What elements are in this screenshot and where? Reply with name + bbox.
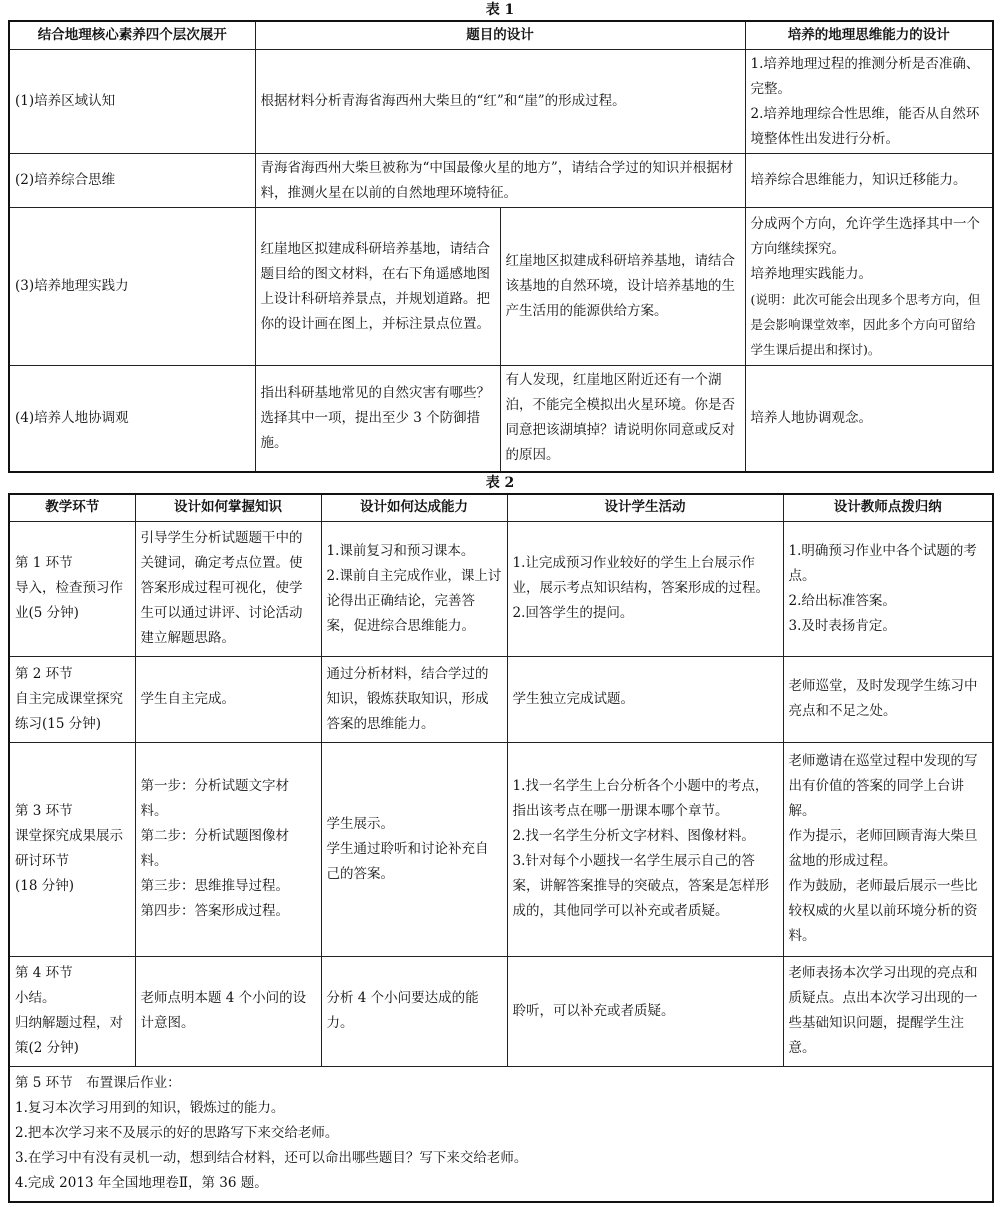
level-cell: (1)培养区域认知 <box>9 50 255 154</box>
stage-line: 第 3 环节 <box>15 803 73 819</box>
teacher-cell: 老师表扬本次学习出现的亮点和质疑点。点出本次学习出现的一些基础知识问题，提醒学生注意。 <box>783 956 993 1066</box>
table1-header-row <box>9 21 993 50</box>
design-cell: 青海省海西州大柴旦被称为“中国最像火星的地方”，请结合学过的知识并根据材料，推测火星在以前的自然地理环境特征。 <box>255 154 745 208</box>
teacher-line: 1.明确预习作业中各个试题的考点。 <box>788 542 977 584</box>
design-cell-a: 红崖地区拟建成科研培养基地，请结合题目给的图文材料，在右下角遥感地图上设计科研培养景点，并规划道路。把你的设计画在图上，并标注景点位置。 <box>255 208 500 366</box>
table2-header-stage: 教学环节 <box>9 494 135 522</box>
design-cell-b: 红崖地区拟建成科研培养基地，请结合该基地的自然环境，设计培养基地的生产生活用的能源供给方案。 <box>500 208 745 366</box>
ability-note: (说明：此次可能会出现多个思考方向，但是会影响课堂效率，因此多个方向可留给学生课后提出和探讨)。 <box>750 291 981 357</box>
table2-row <box>9 521 993 656</box>
teacher-cell: 老师巡堂，及时发现学生练习中亮点和不足之处。 <box>783 656 993 742</box>
teacher-line: 2.给出标准答案。 <box>788 592 896 609</box>
knowledge-line: 第三步：思维推导过程。 <box>140 878 289 894</box>
teacher-cell <box>783 521 993 656</box>
teacher-line: 作为提示，老师回顾青海大柴旦盆地的形成过程。 <box>788 828 978 869</box>
table1-header-design: 题目的设计 <box>255 21 745 50</box>
ability-cell <box>745 50 993 154</box>
homework-item: 1.复习本次学习用到的知识，锻炼过的能力。 <box>15 1100 285 1117</box>
ability-line: 分成两个方向，允许学生选择其中一个方向继续探究。 <box>750 215 980 257</box>
ability-line: 2.培养地理综合性思维，能否从自然环境整体性出发进行分析。 <box>750 105 980 147</box>
ability-cell <box>321 521 507 656</box>
ability-cell: 通过分析材料，结合学过的知识，锻炼获取知识，形成答案的思维能力。 <box>321 656 507 742</box>
ability-cell: 分析 4 个小问要达成的能力。 <box>321 956 507 1066</box>
knowledge-line: 第一步：分析试题文字材料。 <box>140 778 289 819</box>
homework-item: 3.在学习中有没有灵机一动，想到结合材料，还可以命出哪些题目？写下来交给老师。 <box>15 1150 528 1167</box>
knowledge-cell: 老师点明本题 4 个小问的设计意图。 <box>135 956 321 1066</box>
table2-header-ability: 设计如何达成能力 <box>321 494 507 522</box>
table2-header-knowledge: 设计如何掌握知识 <box>135 494 321 522</box>
stage-line: 课堂探究成果展示研讨环节 <box>15 828 123 869</box>
table1 <box>8 20 994 473</box>
table2 <box>8 493 994 1204</box>
table2-caption: 表 2 <box>485 474 515 491</box>
activity-line: 2.回答学生的提问。 <box>512 605 634 621</box>
level-cell: (2)培养综合思维 <box>9 154 255 208</box>
ability-line: 学生展示。 <box>326 815 394 832</box>
teacher-cell <box>783 742 993 956</box>
design-cell-b: 有人发现，红崖地区附近还有一个湖泊，不能完全模拟出火星环境。你是否同意把该湖填掉？请说明你同意或反对的原因。 <box>500 366 745 472</box>
ability-line: 学生通过聆听和讨论补充自己的答案。 <box>326 840 489 882</box>
table1-row <box>9 366 993 472</box>
table1-row <box>9 154 993 208</box>
stage-cell <box>9 656 135 742</box>
stage-cell <box>9 521 135 656</box>
stage-cell <box>9 956 135 1066</box>
knowledge-cell <box>135 742 321 956</box>
teacher-line: 作为鼓励，老师最后展示一些比较权威的火星以前环境分析的资料。 <box>788 878 978 944</box>
ability-cell: 培养综合思维能力，知识迁移能力。 <box>745 154 993 208</box>
activity-cell: 聆听，可以补充或者质疑。 <box>507 956 783 1066</box>
activity-cell <box>507 742 783 956</box>
design-cell-a: 指出科研基地常见的自然灾害有哪些？选择其中一项，提出至少 3 个防御措施。 <box>255 366 500 472</box>
ability-cell <box>321 742 507 956</box>
table2-homework-row <box>9 1066 993 1202</box>
homework-title: 第 5 环节 布置课后作业： <box>15 1075 181 1092</box>
stage-line: 导入，检查预习作业(5 分钟) <box>15 580 123 621</box>
teacher-line: 3.及时表扬肯定。 <box>788 617 896 634</box>
homework-item: 2.把本次学习来不及展示的好的思路写下来交给老师。 <box>15 1125 339 1142</box>
ability-line: 培养地理实践能力。 <box>750 265 872 282</box>
ability-line: 1.课前复习和预习课本。 <box>326 542 475 559</box>
stage-line: 归纳解题过程，对策(2 分钟) <box>15 1015 123 1056</box>
stage-line: 第 4 环节 <box>15 965 73 981</box>
activity-line: 1.让完成预习作业较好的学生上台展示作业，展示考点知识结构，答案形成的过程。 <box>512 555 769 596</box>
table2-header-activity: 设计学生活动 <box>507 494 783 522</box>
activity-line: 2.找一名学生分析文字材料、图像材料。 <box>512 828 755 844</box>
knowledge-line: 第四步：答案形成过程。 <box>140 903 289 919</box>
homework-cell <box>9 1066 993 1202</box>
table2-row <box>9 956 993 1066</box>
stage-cell <box>9 742 135 956</box>
table1-row <box>9 50 993 154</box>
table2-header-row <box>9 494 993 522</box>
knowledge-cell: 学生自主完成。 <box>135 656 321 742</box>
level-cell: (3)培养地理实践力 <box>9 208 255 366</box>
table2-row <box>9 742 993 956</box>
stage-line: 小结。 <box>15 990 56 1006</box>
ability-cell <box>745 208 993 366</box>
table1-caption: 表 1 <box>485 2 515 18</box>
activity-line: 3.针对每个小题找一名学生展示自己的答案，讲解答案推导的突破点，答案是怎样形成的，其他同学可以补充或者质疑。 <box>512 853 769 919</box>
table1-row <box>9 208 993 366</box>
activity-cell: 学生独立完成试题。 <box>507 656 783 742</box>
ability-line: 1.培养地理过程的推测分析是否准确、完整。 <box>750 55 980 97</box>
knowledge-line: 第二步：分析试题图像材料。 <box>140 828 289 869</box>
knowledge-cell: 引导学生分析试题题干中的关键词，确定考点位置。使答案形成过程可视化，使学生可以通过讲评、讨论活动建立解题思路。 <box>135 521 321 656</box>
ability-cell: 培养人地协调观念。 <box>745 366 993 472</box>
stage-line: 第 2 环节 <box>15 665 73 682</box>
table2-header-teacher: 设计教师点拨归纳 <box>783 494 993 522</box>
ability-line: 2.课前自主完成作业，课上讨论得出正确结论，完善答案，促进综合思维能力。 <box>326 567 502 634</box>
activity-line: 1.找一名学生上台分析各个小题中的考点，指出该考点在哪一册课本哪个章节。 <box>512 778 769 819</box>
table1-header-level: 结合地理核心素养四个层次展开 <box>9 21 255 50</box>
level-cell: (4)培养人地协调观 <box>9 366 255 472</box>
stage-line: 第 1 环节 <box>15 555 73 571</box>
stage-line: 自主完成课堂探究练习(15 分钟) <box>15 690 123 732</box>
stage-line: (18 分钟) <box>15 878 75 894</box>
activity-cell <box>507 521 783 656</box>
design-cell: 根据材料分析青海省海西州大柴旦的“红”和“崖”的形成过程。 <box>255 50 745 154</box>
teacher-line: 老师邀请在巡堂过程中发现的写出有价值的答案的同学上台讲解。 <box>788 753 978 819</box>
table1-header-ability: 培养的地理思维能力的设计 <box>745 21 993 50</box>
homework-item: 4.完成 2013 年全国地理卷Ⅱ，第 36 题。 <box>15 1175 268 1192</box>
table2-row <box>9 656 993 742</box>
